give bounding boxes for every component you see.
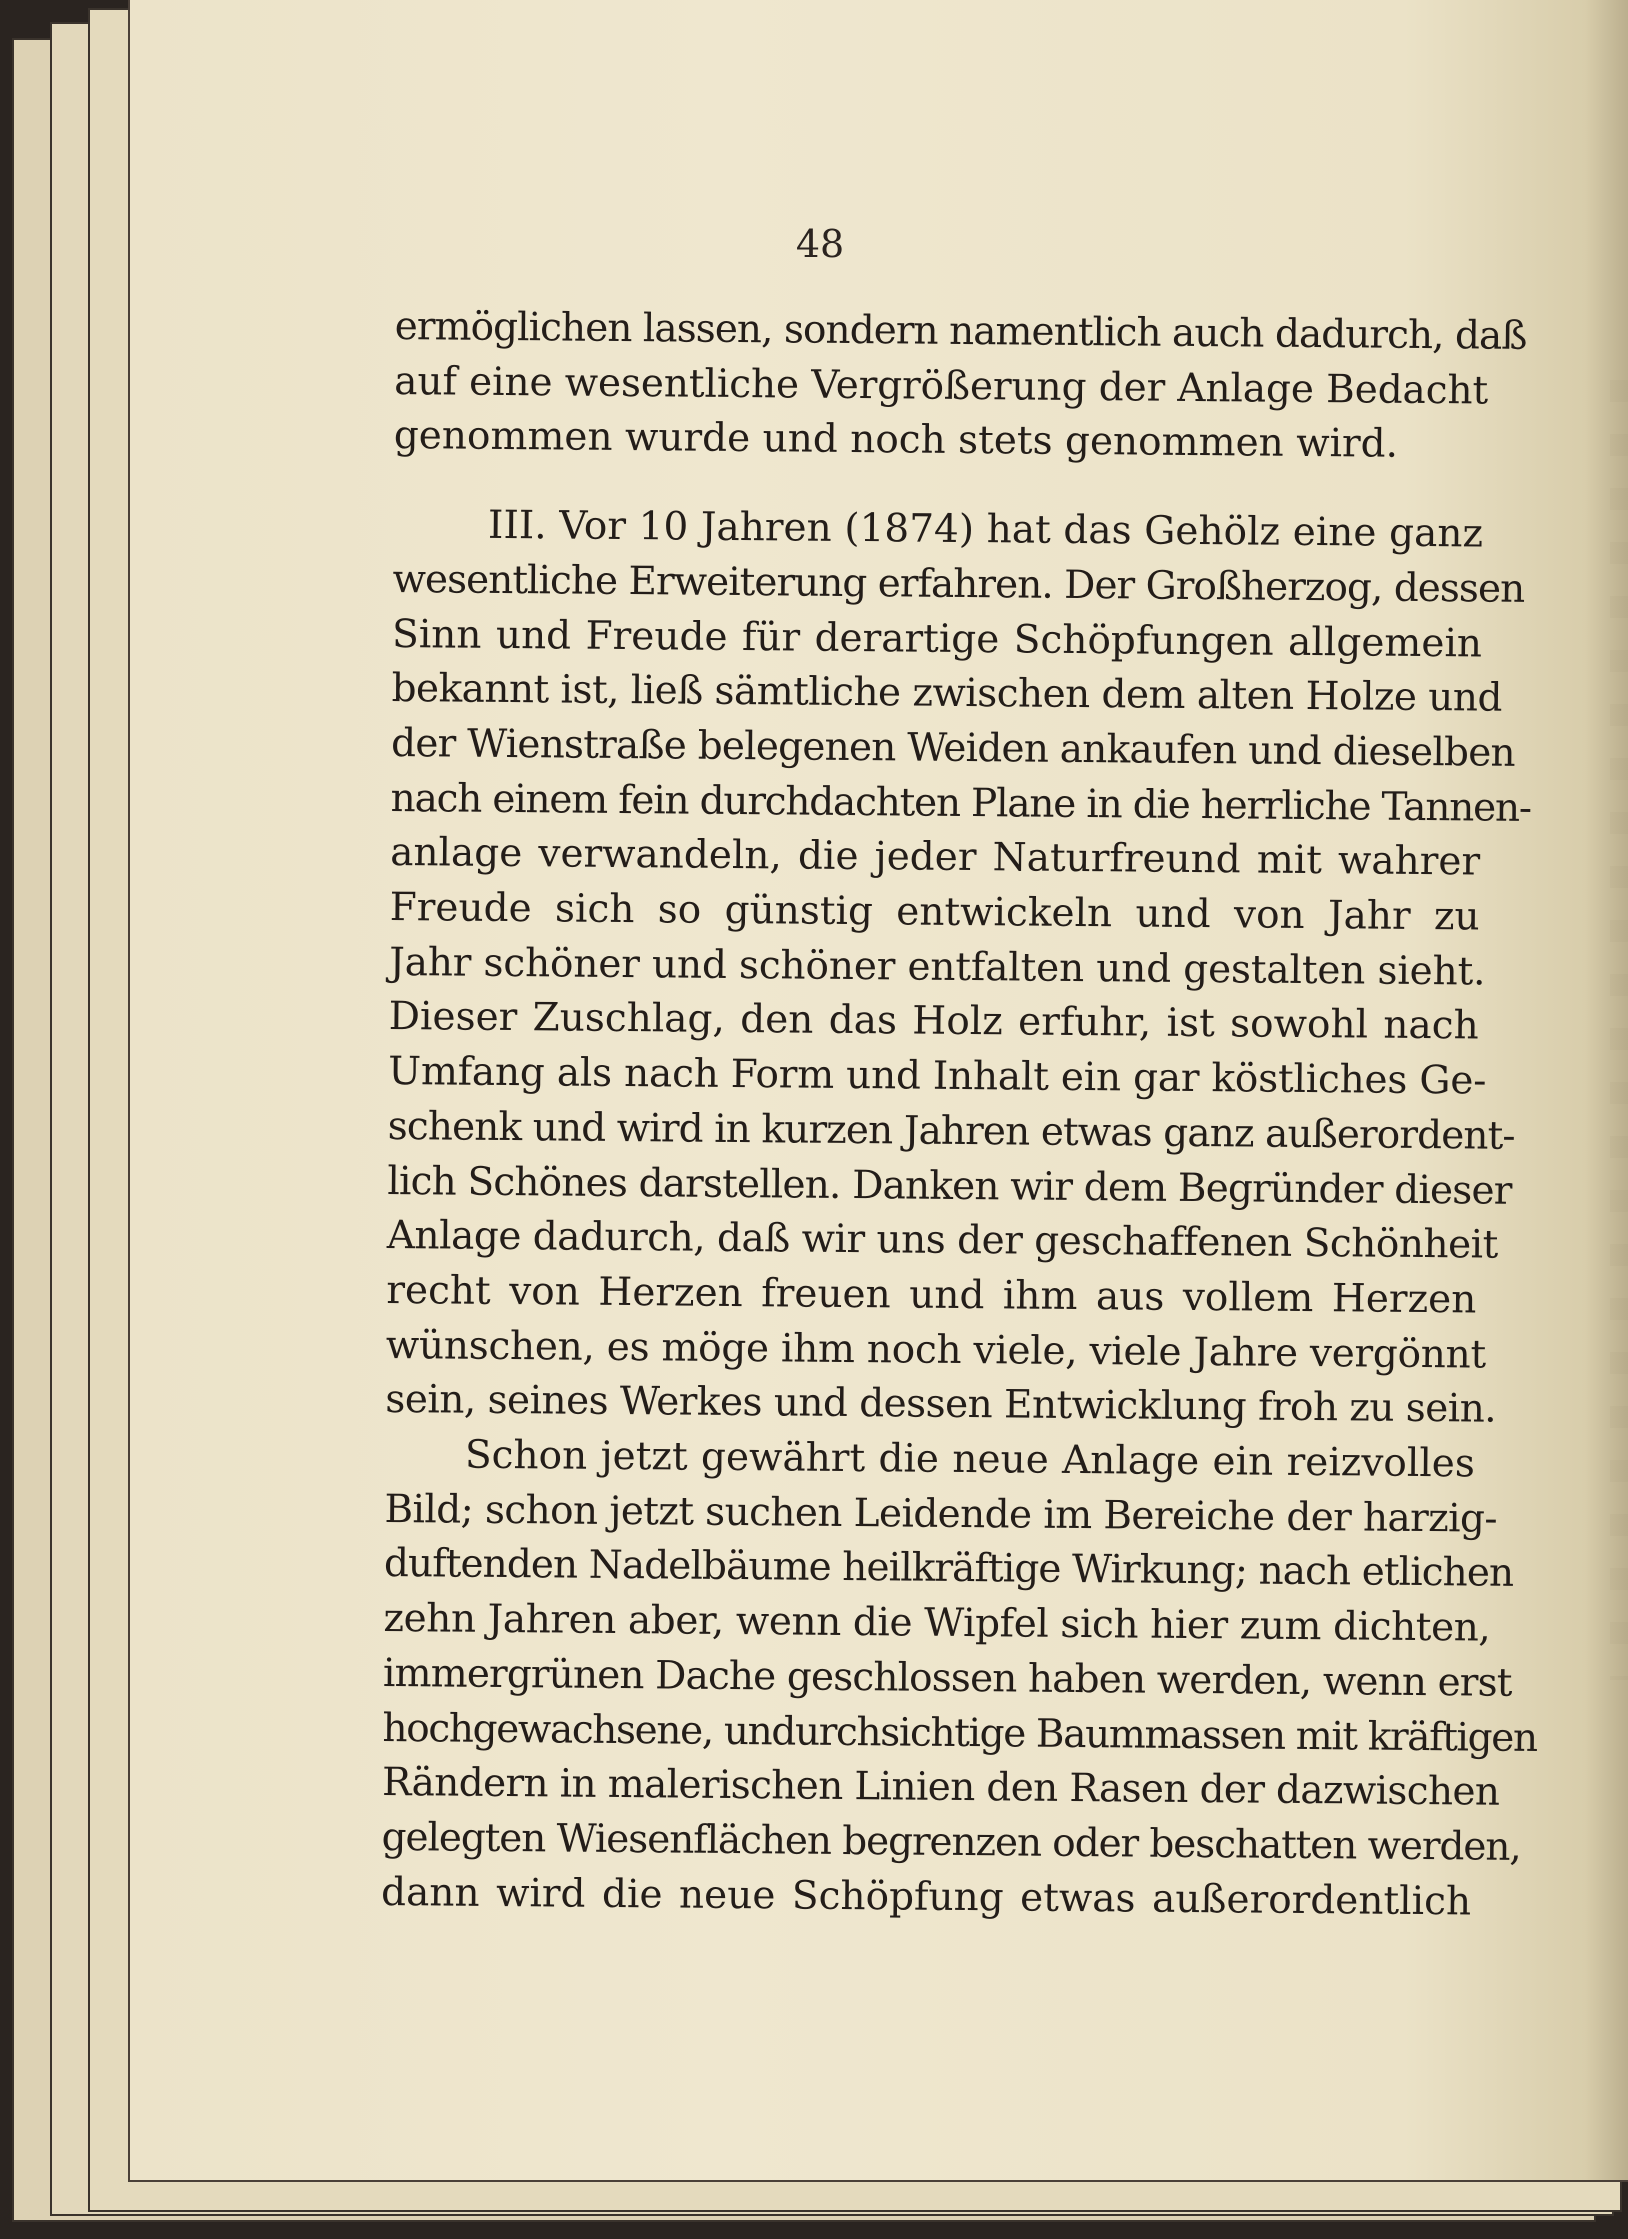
text-line: Rändern in malerischen Linien den Rasen der dazwischen xyxy=(381,1760,1500,1815)
page-number: 48 xyxy=(795,222,845,266)
text-line: ermöglichen lassen, sondern namentlich auch dadurch, daß xyxy=(394,303,1527,359)
text-line: Bild; schon jetzt suchen Leidende im Bereiche der harzig- xyxy=(384,1486,1498,1542)
text-line: bekannt ist, ließ sämtliche zwischen dem alten Holze und xyxy=(391,666,1503,721)
text-line: III. Vor 10 Jahren (1874) hat das Gehölz eine ganz xyxy=(487,502,1484,557)
text-line: auf eine wesentliche Vergrößerung der Anlage Bedacht xyxy=(394,358,1489,414)
text-line: schenk und wird in kurzen Jahren etwas ganz außerordent- xyxy=(387,1103,1515,1159)
text-line: recht von Herzen freuen und ihm aus vollem Herzen xyxy=(386,1267,1477,1323)
text-line: sein, seines Werkes und dessen Entwicklung froh zu sein. xyxy=(385,1377,1497,1433)
text-line: gelegten Wiesenflächen begrenzen oder beschatten werden, xyxy=(381,1814,1521,1870)
text-line: Umfang als nach Form und Inhalt ein gar köstliches Ge- xyxy=(388,1049,1487,1104)
text-line: der Wienstraße belegenen Weiden ankaufen und dieselben xyxy=(390,720,1516,776)
text-line: hochgewachsene, undurchsichtige Baummassen mit kräftigen xyxy=(382,1705,1537,1761)
text-line: genommen wurde und noch stets genommen wird. xyxy=(393,413,1399,468)
text-line: wünschen, es möge ihm noch viele, viele Jahre vergönnt xyxy=(385,1322,1487,1378)
text-line: anlage verwandeln, die jeder Naturfreund mit wahrer xyxy=(389,830,1481,885)
paragraph-continuation xyxy=(393,300,1527,474)
text-line: lich Schönes darstellen. Danken wir dem Begründer dieser xyxy=(387,1158,1512,1214)
text-line: zehn Jahren aber, wenn die Wipfel sich hier zum dichten, xyxy=(383,1596,1491,1651)
text-line: wesentliche Erweiterung erfahren. Der Großherzog, dessen xyxy=(392,556,1525,612)
text-line: Dieser Zuschlag, den das Holz erfuhr, ist sowohl nach xyxy=(388,994,1479,1049)
show-through-text xyxy=(1610,380,1628,1680)
text-line: Jahr schöner und schöner entfalten und gestalten sieht. xyxy=(389,939,1486,995)
text-line: dann wird die neue Schöpfung etwas außerordentlich xyxy=(380,1869,1472,1925)
text-line: duftenden Nadelbäume heilkräftige Wirkung; nach etlichen xyxy=(383,1541,1514,1597)
text-line: Freude sich so günstig entwickeln und von Jahr zu xyxy=(389,885,1480,940)
paragraph-section-iii xyxy=(385,498,1532,1437)
text-line: immergrünen Dache geschlossen haben werden, wenn erst xyxy=(382,1650,1512,1706)
body-text xyxy=(380,300,1537,1930)
paragraph-new-plantation xyxy=(380,1428,1537,1930)
text-line: nach einem fein durchdachten Plane in die herrliche Tannen- xyxy=(390,775,1532,831)
text-line: Schon jetzt gewährt die neue Anlage ein reizvolles xyxy=(464,1432,1476,1487)
text-line: Anlage dadurch, daß wir uns der geschaffenen Schönheit xyxy=(386,1213,1498,1268)
text-line: Sinn und Freude für derartige Schöpfungen allgemein xyxy=(391,611,1483,667)
